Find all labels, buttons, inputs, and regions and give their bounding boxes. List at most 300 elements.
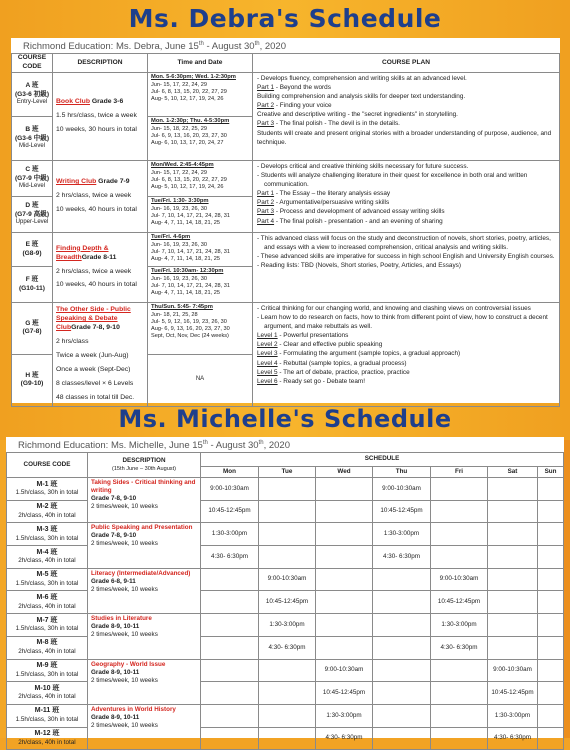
schedule-slot — [316, 500, 373, 523]
course-hours: 1.5h/class, 30h in total — [15, 670, 79, 678]
plan-text: Students will create and present original stories with a broader understanding of purpose, audience, and technique. — [257, 129, 552, 146]
schedule-slot — [538, 546, 564, 569]
course-code: B 班 — [25, 125, 39, 133]
day-header-sun: Sun — [538, 467, 564, 478]
schedule-slot — [373, 659, 431, 682]
description-cell — [88, 523, 201, 568]
plan-part-label: Part 3 — [257, 208, 275, 216]
schedule-slot — [431, 704, 488, 727]
date-line: Jun- 16, 19, 23, 26, 30 — [151, 241, 207, 248]
course-detail: Once a week (Sept-Dec) — [56, 365, 131, 373]
table-row — [7, 614, 564, 637]
course-code-cell — [7, 682, 88, 705]
schedule-slot — [373, 568, 431, 591]
plan-text: - The art of debate, practice, practice, practice — [277, 368, 410, 376]
course-name[interactable]: Literacy (Intermediate/Advanced) — [91, 569, 191, 577]
date-line: Aug- 4, 7, 11, 14, 18, 21, 25 — [151, 290, 220, 297]
schedule-slot — [316, 523, 373, 546]
course-frequency: 2 times/week, 10 weeks — [91, 721, 158, 729]
schedule-slot — [201, 591, 259, 614]
michelle-schedule-sheet — [6, 437, 564, 746]
course-code-cell — [12, 233, 53, 267]
date-line: Jul- 7, 10, 14, 17, 21, 24, 28, 31 — [151, 212, 230, 219]
schedule-slot: 4:30- 6:30pm — [431, 636, 488, 659]
debra-subtitle: Richmond Education: Ms. Debra, June 15th - August 30th, 2020 — [23, 41, 286, 53]
schedule-slot — [201, 659, 259, 682]
schedule-slot — [431, 682, 488, 705]
schedule-slot — [316, 636, 373, 659]
day-header-thu: Thu — [373, 467, 431, 478]
schedule-slot: 1:30-3:00pm — [259, 614, 316, 637]
day-header-fri: Fri — [431, 467, 488, 478]
date-line: Jun- 18, 21, 25, 28 — [151, 311, 198, 318]
schedule-slot — [373, 727, 431, 750]
course-level: Mid-Level — [18, 143, 45, 150]
course-grade-level: Grade 7-8, 9-10 — [71, 323, 120, 331]
schedule-slot: 1:30-3:00pm — [431, 614, 488, 637]
course-code: M-5 班 — [36, 571, 58, 579]
schedule-slot — [488, 546, 538, 569]
course-name-link[interactable]: Finding Depth & Breadth — [56, 244, 109, 261]
plan-text: Reading lists: TBD (Novels, Short stories, Poetry, Articles, and Essays) — [260, 262, 461, 270]
course-frequency: 2 times/week, 10 weeks — [91, 503, 158, 511]
plan-text: Students will analyze challenging literature in their quest for excellence in both oral and written communication. — [260, 172, 528, 189]
course-code: A 班 — [25, 81, 39, 89]
time-cell — [148, 354, 253, 406]
course-hours: 1.5h/class, 30h in total — [15, 625, 79, 633]
plan-text: - Beyond the words — [274, 84, 331, 92]
course-code: M-7 班 — [36, 616, 58, 624]
plan-item — [257, 340, 555, 349]
date-line: Jun- 16, 19, 23, 26, 30 — [151, 275, 207, 282]
time-heading: Thu/Sun. 5:45- 7:45pm — [151, 304, 213, 310]
date-line: Sept, Oct, Nov, Dec (24 weeks) — [151, 333, 229, 340]
plan-text: Learn how to do research on facts, how to think from different point of view, how to construct a decent argument, and make rebuttals as well. — [260, 314, 548, 331]
course-hours: 2h/class, 40h in total — [18, 648, 76, 656]
schedule-slot: 1:30-3:00pm — [373, 523, 431, 546]
header-time: Time and Date — [148, 54, 253, 73]
date-line: Aug- 5, 10, 12, 17, 19, 24, 26 — [151, 96, 224, 103]
time-cell — [148, 197, 253, 233]
course-name-line — [56, 178, 144, 187]
course-hours: 1.5h/class, 30h in total — [15, 716, 79, 724]
course-code: M-8 班 — [36, 639, 58, 647]
plan-text: This advanced class will focus on the study and deconstruction of novels, short stories, poetry, articles, and essays with a view to increased comprehension, critical analysis and writing skills. — [260, 235, 551, 252]
description-cell — [53, 233, 148, 303]
course-plan-cell — [253, 73, 560, 161]
schedule-slot — [538, 614, 564, 637]
time-heading: Mon. 5-6:30pm; Wed. 1-2:30pm — [151, 74, 236, 80]
schedule-slot — [538, 727, 564, 750]
course-code-cell — [12, 303, 53, 355]
time-cell — [148, 267, 253, 303]
course-detail: 10 weeks, 40 hours in total — [56, 281, 137, 289]
plan-text: - Formulating the argument (sample topics, a gradual approach) — [277, 350, 461, 358]
schedule-slot — [538, 659, 564, 682]
schedule-slot — [201, 682, 259, 705]
course-code: M-4 班 — [36, 548, 58, 556]
schedule-slot — [316, 546, 373, 569]
plan-item: - Students will analyze challenging literature in their quest for excellence in both oral and written communication. — [257, 172, 528, 189]
course-grade-level: Grade 7-9 — [96, 178, 130, 186]
course-detail: 10 weeks, 40 hours in total — [56, 205, 137, 213]
schedule-slot — [316, 614, 373, 637]
plan-text: - Finding your voice — [274, 102, 332, 110]
plan-item — [257, 129, 555, 147]
date-line: Jun- 16, 19, 23, 26, 30 — [151, 205, 207, 212]
schedule-slot: 1:30-3:00pm — [488, 704, 538, 727]
course-code-cell — [12, 117, 53, 161]
course-code: M-9 班 — [36, 662, 58, 670]
schedule-slot — [259, 523, 316, 546]
course-grade-level: Grade 8-11 — [81, 253, 117, 261]
schedule-slot: 4:30- 6:30pm — [488, 727, 538, 750]
schedule-slot — [259, 727, 316, 750]
schedule-slot — [373, 636, 431, 659]
schedule-slot — [431, 659, 488, 682]
plan-part-label: Part 2 — [257, 199, 275, 207]
schedule-slot — [488, 636, 538, 659]
course-detail: 10 weeks, 30 hours in total — [56, 125, 137, 133]
table-row — [7, 523, 564, 546]
course-grade: (G3-6 初級) — [14, 90, 50, 98]
course-detail: 1.5 hrs/class, twice a week — [56, 112, 137, 120]
schedule-slot — [373, 591, 431, 614]
schedule-slot — [259, 682, 316, 705]
schedule-slot — [488, 614, 538, 637]
schedule-slot — [201, 636, 259, 659]
course-grade: Grade 8-9, 10-11 — [91, 623, 140, 631]
course-name[interactable]: Taking Sides - Critical thinking and writing — [91, 479, 196, 495]
course-level: Upper-Level — [15, 219, 49, 226]
description-cell — [88, 478, 201, 523]
date-line: Jul- 5, 9, 12, 16, 19, 23, 26, 30 — [151, 318, 227, 325]
schedule-slot: 4:30- 6:30pm — [259, 636, 316, 659]
date-line: Jul- 6, 8, 13, 15, 20, 22, 27, 29 — [151, 176, 227, 183]
plan-part-label: Level 2 — [257, 341, 278, 349]
course-name[interactable]: Adventures in World History — [91, 705, 176, 713]
time-heading: Tue/Fri. 1:30- 3:30pm — [151, 198, 209, 204]
course-code-cell — [12, 197, 53, 233]
date-line: Jul- 7, 10, 14, 17, 21, 24, 28, 31 — [151, 248, 230, 255]
plan-item — [257, 349, 555, 358]
schedule-slot — [538, 591, 564, 614]
course-code: H 班 — [25, 371, 39, 379]
schedule-slot: 9:00-10:30am — [431, 568, 488, 591]
course-name[interactable]: Studies in Literature — [91, 615, 152, 623]
plan-part-label: Level 3 — [257, 350, 278, 358]
header-course-code-2: COURSE CODE — [7, 453, 88, 478]
schedule-slot — [431, 727, 488, 750]
schedule-slot — [431, 546, 488, 569]
course-code: M-1 班 — [36, 480, 58, 488]
plan-item — [257, 377, 555, 386]
course-code-cell — [7, 636, 88, 659]
course-hours: 1.5h/class, 30h in total — [15, 580, 79, 588]
course-detail: 2 hrs/class, twice a week — [56, 192, 132, 200]
schedule-slot: 1:30-3:00pm — [316, 704, 373, 727]
plan-item: - Develops critical and creative thinking skills necessary for future success. — [257, 163, 469, 170]
schedule-slot — [488, 591, 538, 614]
description-cell — [88, 704, 201, 749]
plan-item: - Learn how to do research on facts, how to think from different point of view, how to construct a decent argument, and make rebuttals as well. — [257, 314, 548, 331]
date-line: Jul- 7, 10, 14, 17, 21, 24, 28, 31 — [151, 282, 230, 289]
schedule-slot — [201, 568, 259, 591]
schedule-slot: 9:00-10:30am — [488, 659, 538, 682]
course-name-link[interactable]: Book Club — [56, 98, 90, 106]
plan-item — [257, 119, 555, 128]
schedule-slot — [538, 636, 564, 659]
plan-part-label: Part 4 — [257, 217, 275, 225]
plan-item — [257, 217, 555, 226]
description-cell — [88, 568, 201, 613]
course-hours: 2h/class, 40h in total — [18, 511, 76, 519]
course-grade: (G7-8) — [22, 328, 42, 336]
plan-part-label: Part 2 — [257, 102, 275, 110]
plan-part-label: Level 5 — [257, 368, 278, 376]
schedule-slot — [259, 659, 316, 682]
plan-text: Creative and descriptive writing - the "secret ingredients" in storytelling. — [257, 111, 458, 119]
course-level: Entry-Level — [16, 99, 48, 106]
course-name[interactable]: Geography - World Issue — [91, 660, 166, 668]
debra-table — [11, 53, 560, 407]
plan-part-label: Level 1 — [257, 332, 278, 340]
schedule-slot — [259, 546, 316, 569]
plan-part-label: Part 3 — [257, 120, 275, 128]
plan-text: Develops critical and creative thinking skills necessary for future success. — [260, 163, 469, 170]
time-heading: Mon/Wed. 2:45-4:45pm — [151, 162, 214, 168]
course-hours: 1.5h/class, 30h in total — [15, 534, 79, 542]
course-code: D 班 — [25, 201, 39, 209]
course-code: M-11 班 — [34, 707, 60, 715]
plan-text: Building comprehension and analysis skills for deeper text understanding. — [257, 93, 466, 101]
table-row — [7, 704, 564, 727]
course-detail: 2 hrs/class — [56, 337, 89, 345]
debra-title: Ms. Debra's Schedule — [128, 4, 442, 33]
course-code-cell — [7, 478, 88, 501]
course-hours: 1.5h/class, 30h in total — [15, 489, 79, 497]
course-hours: 2h/class, 40h in total — [18, 602, 76, 610]
plan-item — [257, 189, 555, 198]
time-cell — [148, 233, 253, 267]
schedule-slot: 1:30-3:00pm — [201, 523, 259, 546]
time-cell — [148, 117, 253, 161]
plan-item — [257, 110, 555, 119]
plan-text: - Argumentative/persuasive writing skills — [274, 199, 390, 207]
course-plan-cell — [253, 233, 560, 303]
schedule-slot — [488, 500, 538, 523]
schedule-slot: 10:45-12:45pm — [488, 682, 538, 705]
plan-item: - Critical thinking for our changing world, and knowing and clashing views on controversial issues — [257, 305, 531, 312]
schedule-slot: 4:30- 6:30pm — [201, 546, 259, 569]
course-grade: (G10-11) — [18, 284, 46, 292]
schedule-slot — [488, 568, 538, 591]
plan-item: - Develops fluency, comprehension and writing skills at an advanced level. — [257, 75, 467, 82]
schedule-slot: 10:45-12:45pm — [316, 682, 373, 705]
plan-text: - Clear and effective public speaking — [277, 341, 383, 349]
schedule-slot — [373, 614, 431, 637]
plan-text: - Process and development of advanced essay writing skills — [274, 208, 445, 216]
course-detail: 48 classes in total till Dec. — [56, 393, 135, 401]
plan-part-label: Part 1 — [257, 84, 275, 92]
course-name-line — [56, 306, 144, 333]
date-line: Aug- 4, 7, 11, 14, 18, 21, 25 — [151, 256, 220, 263]
schedule-slot — [201, 727, 259, 750]
course-code: M-2 班 — [36, 503, 58, 511]
schedule-slot — [316, 568, 373, 591]
description-cell — [88, 614, 201, 659]
plan-item — [257, 83, 555, 92]
plan-text: - Rebuttal (sample topics, a gradual process) — [277, 359, 407, 367]
course-level: Mid-Level — [18, 183, 45, 190]
date-line: Aug- 5, 10, 12, 17, 19, 24, 26 — [151, 184, 224, 191]
course-grade: Grade 7-8, 9-10 — [91, 532, 137, 540]
course-grade: (G8-9) — [22, 249, 42, 257]
plan-item — [257, 368, 555, 377]
plan-text: - The final polish - presentation - and an evening of sharing — [274, 217, 443, 225]
schedule-slot: 9:00-10:30am — [316, 659, 373, 682]
course-code: M-10 班 — [34, 684, 60, 692]
date-line: Jun- 15, 17, 22, 24, 29 — [151, 81, 207, 88]
course-grade: (G7-9 高級) — [14, 210, 50, 218]
description-cell — [88, 659, 201, 704]
course-code: M-12 班 — [34, 730, 60, 738]
header-schedule: SCHEDULE — [201, 453, 564, 467]
schedule-slot: 9:00-10:30am — [373, 478, 431, 501]
schedule-slot — [538, 568, 564, 591]
course-grade: (G3-6 中級) — [14, 134, 50, 142]
plan-text: - Powerful presentations — [277, 332, 349, 340]
schedule-slot — [316, 478, 373, 501]
schedule-slot: 9:00-10:30am — [259, 568, 316, 591]
schedule-slot — [316, 591, 373, 614]
course-code: M-3 班 — [36, 525, 58, 533]
schedule-slot — [538, 704, 564, 727]
schedule-slot: 9:00-10:30am — [201, 478, 259, 501]
course-name-line — [56, 98, 144, 107]
day-header-mon: Mon — [201, 467, 259, 478]
schedule-slot — [431, 478, 488, 501]
course-code-cell — [7, 500, 88, 523]
schedule-slot — [373, 682, 431, 705]
course-plan-cell — [253, 161, 560, 233]
plan-item: - Reading lists: TBD (Novels, Short stories, Poetry, Articles, and Essays) — [257, 262, 461, 270]
course-grade: Grade 8-9, 10-11 — [91, 668, 140, 676]
course-name-link[interactable]: Writing Club — [56, 178, 97, 186]
schedule-slot — [431, 500, 488, 523]
description-cell — [53, 161, 148, 233]
plan-text: - The Essay – the literary analysis essay — [274, 190, 391, 198]
schedule-slot — [373, 704, 431, 727]
course-code-cell — [7, 659, 88, 682]
plan-item — [257, 331, 555, 340]
course-code: E 班 — [25, 240, 39, 248]
course-code-cell — [7, 523, 88, 546]
schedule-slot — [538, 523, 564, 546]
plan-item — [257, 92, 555, 101]
michelle-table — [6, 452, 564, 750]
course-grade: (G9-10) — [20, 380, 44, 388]
course-hours: 2h/class, 40h in total — [18, 738, 76, 746]
course-code-cell — [7, 546, 88, 569]
course-hours: 2h/class, 40h in total — [18, 557, 76, 565]
plan-item — [257, 101, 555, 110]
course-grade: (G7-9 中級) — [14, 174, 50, 182]
course-code-cell — [12, 267, 53, 303]
course-plan-cell — [253, 303, 560, 407]
schedule-slot: 10:45-12:45pm — [259, 591, 316, 614]
course-frequency: 2 times/week, 10 weeks — [91, 585, 158, 593]
course-code-cell — [7, 591, 88, 614]
time-cell — [148, 303, 253, 355]
course-code-cell — [7, 704, 88, 727]
plan-item — [257, 207, 555, 216]
day-header-wed: Wed — [316, 467, 373, 478]
course-name[interactable]: Public Speaking and Presentation — [91, 524, 193, 532]
course-grade: Grade 7-8, 9-10 — [91, 495, 137, 503]
course-code-cell — [12, 161, 53, 197]
schedule-slot: 4:30- 6:30pm — [373, 546, 431, 569]
schedule-slot — [259, 500, 316, 523]
header-course-code: COURSE CODE — [12, 54, 53, 73]
date-line: Jun- 15, 18, 22, 25, 29 — [151, 125, 207, 132]
plan-text: Critical thinking for our changing world, and knowing and clashing views on controversial issues — [260, 305, 531, 312]
time-cell — [148, 161, 253, 197]
schedule-slot — [431, 523, 488, 546]
course-grade: Grade 6-8, 9-11 — [91, 577, 136, 585]
schedule-slot — [488, 523, 538, 546]
michelle-subtitle: Richmond Education: Ms. Michelle, June 15th - August 30th, 2020 — [18, 440, 290, 452]
course-name-link[interactable]: The Other Side - Public Speaking & Debate Club — [56, 306, 131, 331]
schedule-slot: 10:45-12:45pm — [373, 500, 431, 523]
course-code-cell — [7, 614, 88, 637]
course-code: G 班 — [25, 319, 39, 327]
course-code: F 班 — [25, 275, 39, 283]
time-cell — [148, 73, 253, 117]
plan-text: Develops fluency, comprehension and writing skills at an advanced level. — [260, 75, 467, 82]
day-header-sat: Sat — [488, 467, 538, 478]
course-grade-level: Grade 3-6 — [89, 98, 124, 106]
header-description-2: DESCRIPTION (15th June – 30th August) — [88, 453, 201, 478]
course-code: M-6 班 — [36, 593, 58, 601]
course-code-cell — [12, 73, 53, 117]
date-line: Aug- 6, 10, 13, 17, 20, 24, 27 — [151, 140, 224, 147]
description-cell — [53, 73, 148, 161]
table-row — [7, 568, 564, 591]
table-row — [7, 659, 564, 682]
course-detail: 8 classes/level × 6 Levels — [56, 379, 134, 387]
course-hours: 2h/class, 40h in total — [18, 693, 76, 701]
plan-text: - The final polish - The devil is in the details. — [274, 120, 400, 128]
schedule-slot: 10:45-12:45pm — [201, 500, 259, 523]
date-line: Aug- 6, 9, 13, 16, 20, 23, 27, 30 — [151, 326, 230, 333]
plan-part-label: Level 6 — [257, 377, 278, 385]
plan-item — [257, 359, 555, 368]
date-line: Aug- 4, 7, 11, 14, 18, 21, 25 — [151, 220, 220, 227]
time-heading: Tue/Fri. 10:30am- 12:30pm — [151, 268, 224, 274]
date-line: Jul- 6, 8, 13, 15, 20, 22, 27, 29 — [151, 88, 227, 95]
plan-item — [257, 198, 555, 207]
na-text: NA — [195, 376, 205, 383]
time-heading: Tue/Fri. 4-6pm — [151, 234, 191, 240]
schedule-slot — [538, 478, 564, 501]
description-cell — [53, 303, 148, 407]
schedule-slot: 4:30- 6:30pm — [316, 727, 373, 750]
schedule-slot — [201, 704, 259, 727]
course-name-line — [56, 245, 144, 263]
course-frequency: 2 times/week, 10 weeks — [91, 540, 158, 548]
schedule-slot — [538, 682, 564, 705]
